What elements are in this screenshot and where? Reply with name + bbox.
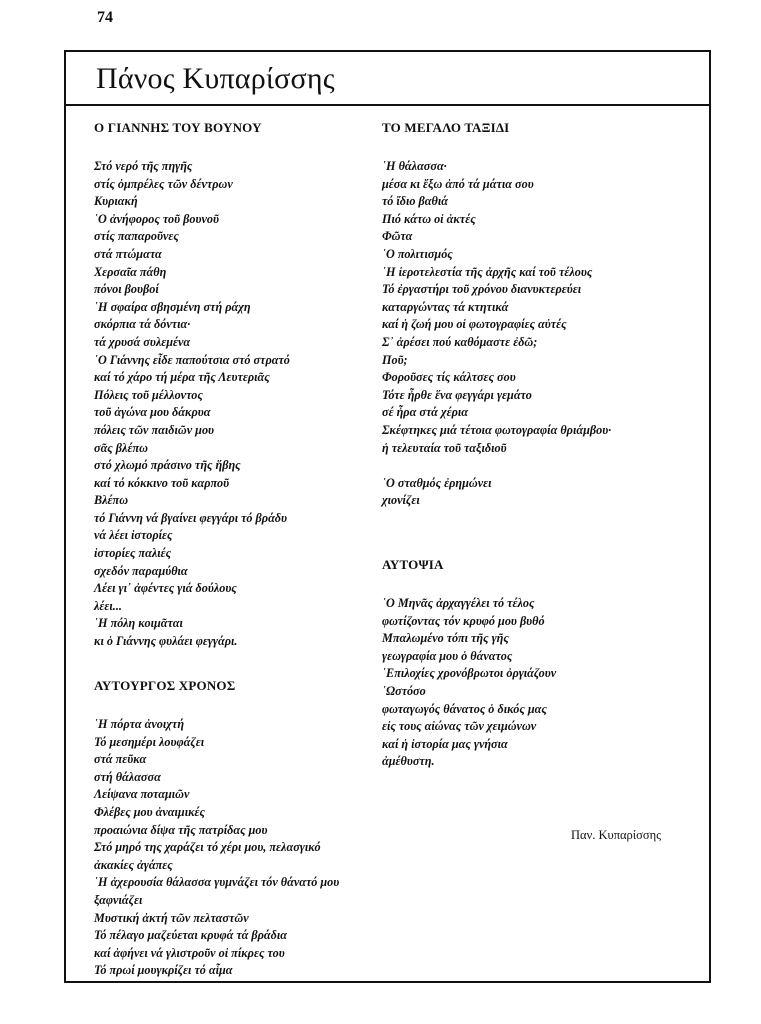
- poem-line: καί τό κόκκινο τοῦ καρποῦ: [94, 475, 230, 490]
- poem-line: Στό μηρό της χαράζει τό χέρι μου, πελασγικό: [94, 840, 321, 855]
- poem-line: Λείψανα ποταμιῶν: [94, 787, 190, 802]
- poem-line: πόλεις τῶν παιδιῶν μου: [94, 422, 215, 437]
- poem-line: γεωγραφία μου ὁ θάνατος: [382, 648, 513, 663]
- poem-line: στή θάλασσα: [94, 769, 161, 784]
- poem-line: νά λέει ἱστορίες: [94, 528, 173, 543]
- poem-line: Φῶτα: [382, 229, 413, 244]
- poem-line: καί ἀφήνει νά γλιστροῦν οἱ πίκρες του: [94, 945, 285, 960]
- poem-block: [382, 557, 556, 771]
- poem-line: Λέει γι᾿ ἀφέντες γιά δούλους: [94, 581, 237, 596]
- poem-line: ῾Ο πολιτισμός: [382, 246, 453, 261]
- poem-line: τοῦ ἀγώνα μου δάκρυα: [94, 405, 211, 420]
- poem-line: τά χρυσά συλεμένα: [94, 334, 191, 349]
- poem-line: ῾Ο ἀνήφορος τοῦ βουνοῦ: [94, 211, 219, 226]
- poem-line: τό Γιάννη νά βγαίνει φεγγάρι τό βράδυ: [94, 510, 288, 525]
- poem-line: Ποῦ;: [382, 352, 408, 367]
- poem-line: ῾Η πόρτα ἀνοιχτή: [94, 717, 185, 731]
- poem-block: [94, 120, 394, 651]
- title-band: [66, 52, 709, 106]
- poem-line: ῾Ο σταθμός ἐρημώνει: [382, 475, 492, 490]
- poem-line: φωταγωγός θάνατος ὁ δικός μας: [382, 701, 547, 716]
- poem-line: ῾Η πόλη κοιμᾶται: [94, 616, 183, 631]
- poem-line: ῾Η ἀχερουσία θάλασσα γυμνάζει τόν θάνατό μου: [94, 875, 340, 890]
- poem-line: ῾Ωστόσο: [382, 683, 426, 698]
- poem-line: Τό ἐργαστήρι τοῦ χρόνου διανυκτερεύει: [382, 282, 582, 297]
- poem-line: ῾Η ἱεροτελεστία τῆς ἀρχῆς καί τοῦ τέλους: [382, 264, 593, 279]
- poem-block: [94, 678, 339, 980]
- poem-line: πόνοι βουβοί: [94, 282, 159, 297]
- poem-line: στά πεῦκα: [94, 752, 147, 767]
- poem-line: Τό πρωί μουγκρίζει τό αἷμα: [94, 963, 233, 978]
- poem-line: Μυστική ἀκτή τῶν πελταστῶν: [94, 910, 249, 925]
- poem-line: στίς ὀμπρέλες τῶν δέντρων: [94, 176, 233, 191]
- poem-line: ῾Η θάλασσα·: [382, 159, 447, 173]
- poem-line: ῾Ο Μηνᾶς ἀρχαγγέλει τό τέλος: [382, 596, 535, 610]
- poem-line: τό ἴδιο βαθιά: [382, 194, 448, 209]
- poem-line: Στό νερό τῆς πηγῆς: [94, 159, 193, 173]
- poem-lines: [94, 158, 394, 651]
- poem-block: [382, 120, 692, 510]
- poem-line: ῾Επιλοχίες χρονόβρωτοι ὀργιάζουν: [382, 666, 557, 681]
- poem-line: ῾Ο Γιάννης εἶδε παπούτσια στό στρατό: [94, 352, 290, 367]
- poem-line: φωτίζοντας τόν κρυφό μου βυθό: [382, 613, 545, 628]
- poem-line: καί ἡ ἱστορία μας γνήσια: [382, 736, 508, 751]
- poem-line: λέει...: [94, 598, 122, 613]
- poem-line: Τό πέλαγο μαζεύεται κρυφά τά βράδια: [94, 928, 288, 943]
- right-column: [382, 120, 692, 769]
- poem-title: ΤΟ ΜΕΓΑΛΟ ΤΑΞΙΔΙ: [382, 120, 510, 135]
- poem-title: Ο ΓΙΑΝΝΗΣ ΤΟΥ ΒΟΥΝΟΥ: [94, 120, 262, 135]
- poem-line: Σκέφτηκες μιά τέτοια φωτογραφία θριάμβου·: [382, 422, 612, 437]
- poem-title: ΑΥΤΟΨΙΑ: [382, 557, 444, 572]
- poem-line: στά πτώματα: [94, 246, 162, 261]
- poem-line: καί τό χάρο τή μέρα τῆς Λευτεριᾶς: [94, 370, 270, 385]
- page-number: 74: [97, 9, 113, 26]
- poetry-frame: [64, 50, 711, 983]
- poem-line: ἱστορίες παλιές: [94, 546, 172, 561]
- poem-line: προαιώνια δίψα τῆς πατρίδας μου: [94, 822, 268, 837]
- poem-line: [382, 457, 692, 475]
- poem-line: Τότε ἦρθε ἕνα φεγγάρι γεμάτο: [382, 387, 532, 402]
- poem-line: καί ἡ ζωή μου οἱ φωτογραφίες αὐτές: [382, 317, 567, 332]
- author-heading: Πάνος Κυπαρίσσης: [96, 62, 335, 95]
- poem-line: Πιό κάτω οἱ ἀκτές: [382, 211, 476, 226]
- poem-line: Τό μεσημέρι λουφάζει: [94, 734, 205, 749]
- poem-line: Κυριακή: [94, 194, 138, 209]
- poem-line: καταργώντας τά κτητικά: [382, 299, 509, 314]
- poem-line: σκόρπια τά δόντια·: [94, 317, 191, 332]
- poem-line: Φοροῦσες τίς κάλτσες σου: [382, 370, 516, 385]
- poem-title: ΑΥΤΟΥΡΓΟΣ ΧΡΟΝΟΣ: [94, 678, 236, 693]
- poem-line: κι ὁ Γιάννης φυλάει φεγγάρι.: [94, 634, 238, 649]
- poem-line: ξαφνιάζει: [94, 892, 143, 907]
- poem-line: Χερσαῖα πάθη: [94, 264, 167, 279]
- poem-line: ἀμέθυστη.: [382, 754, 435, 769]
- poem-lines: [382, 158, 692, 510]
- poem-line: στίς παπαροῦνες: [94, 229, 179, 244]
- left-column: [94, 120, 394, 978]
- poem-line: χιονίζει: [382, 493, 420, 508]
- poem-line: σχεδόν παραμύθια: [94, 563, 188, 578]
- poem-line: Βλέπω: [94, 493, 129, 508]
- poem-line: μέσα κι ἔξω ἀπό τά μάτια σου: [382, 176, 534, 191]
- poem-line: σέ ἦρα στά χέρια: [382, 405, 469, 420]
- poem-line: εἰς τους αἰώνας τῶν χειμώνων: [382, 719, 537, 734]
- poem-line: ἀκακίες ἀγάπες: [94, 857, 173, 872]
- poem-line: Πόλεις τοῦ μέλλοντος: [94, 387, 203, 402]
- poem-line: ἡ τελευταία τοῦ ταξιδιοῦ: [382, 440, 507, 455]
- poem-line: ῾Η σφαίρα σβησμένη στή ράχη: [94, 299, 251, 314]
- poem-line: Μπαλωμένο τόπι τῆς γῆς: [382, 631, 509, 646]
- poem-lines: [382, 595, 556, 771]
- poem-line: στό χλωμό πράσινο τῆς ἥβης: [94, 458, 241, 473]
- poem-line: σᾶς βλέπω: [94, 440, 148, 455]
- poem-lines: [94, 716, 339, 980]
- poem-line: Φλέβες μου ἀναιμικές: [94, 804, 205, 819]
- signature: Παν. Κυπαρίσσης: [571, 828, 662, 842]
- poem-line: Σ᾿ ἀρέσει πού καθόμαστε ἐδῶ;: [382, 334, 538, 349]
